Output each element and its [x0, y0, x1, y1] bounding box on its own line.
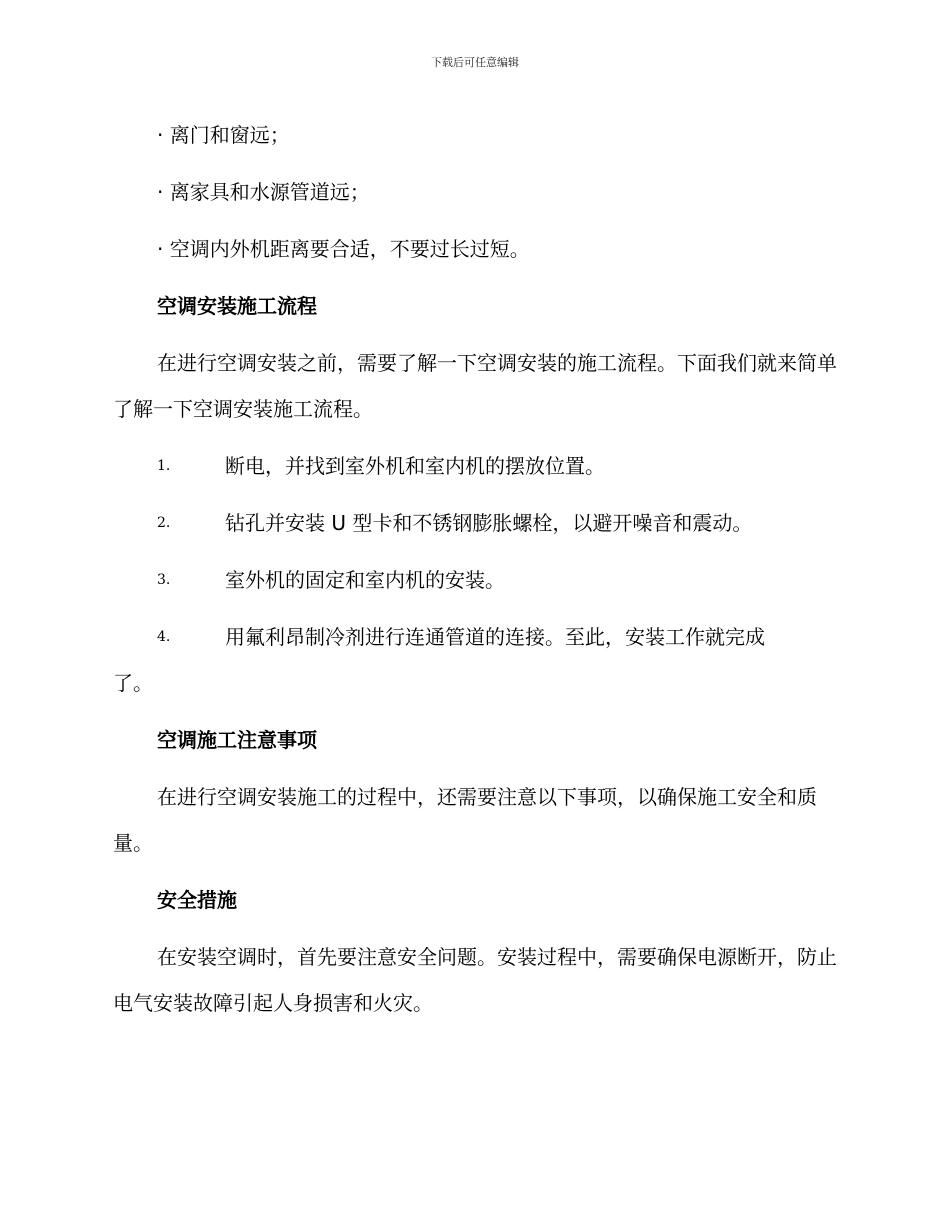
- paragraph-safety: 在安装空调时，首先要注意安全问题。安装过程中，需要确保电源断开，防止电气安装故障引起人身损害和火灾。: [113, 945, 837, 1015]
- document-body: [113, 112, 838, 1026]
- step-text: 断电，并找到室外机和室内机的摆放位置。: [225, 454, 605, 478]
- page-header: 下载后可任意编辑: [431, 56, 519, 69]
- step-item: [113, 443, 838, 489]
- section-heading-process: 空调安装施工流程: [157, 294, 317, 318]
- section-heading-notes: 空调施工注意事项: [157, 728, 317, 752]
- step-text-continuation: 了。: [113, 671, 153, 695]
- section-heading-safety: 安全措施: [157, 888, 237, 912]
- bullet-item: · 空调内外机距离要合适，不要过长过短。: [157, 237, 530, 261]
- step-number: 4.: [157, 629, 171, 645]
- step-item: [113, 557, 838, 603]
- step-item: [113, 500, 838, 546]
- paragraph-process-intro: 在进行空调安装之前，需要了解一下空调安装的施工流程。下面我们就来简单了解一下空调安装施工流程。: [113, 351, 837, 421]
- step-text: 室外机的固定和室内机的安装。: [225, 568, 505, 592]
- step-item: [113, 614, 838, 660]
- step-number: 3.: [157, 572, 171, 588]
- step-number: 2.: [157, 515, 171, 531]
- step-text: 钻孔并安装 U 型卡和不锈钢膨胀螺栓，以避开噪音和震动。: [225, 511, 753, 535]
- bullet-item: · 离门和窗远；: [157, 123, 290, 147]
- step-text: 用氟利昂制冷剂进行连通管道的连接。至此，安装工作就完成: [225, 625, 765, 649]
- step-number: 1.: [157, 458, 171, 474]
- paragraph-notes-intro: 在进行空调安装施工的过程中，还需要注意以下事项，以确保施工安全和质量。: [113, 785, 817, 855]
- bullet-item: · 离家具和水源管道远；: [157, 180, 370, 204]
